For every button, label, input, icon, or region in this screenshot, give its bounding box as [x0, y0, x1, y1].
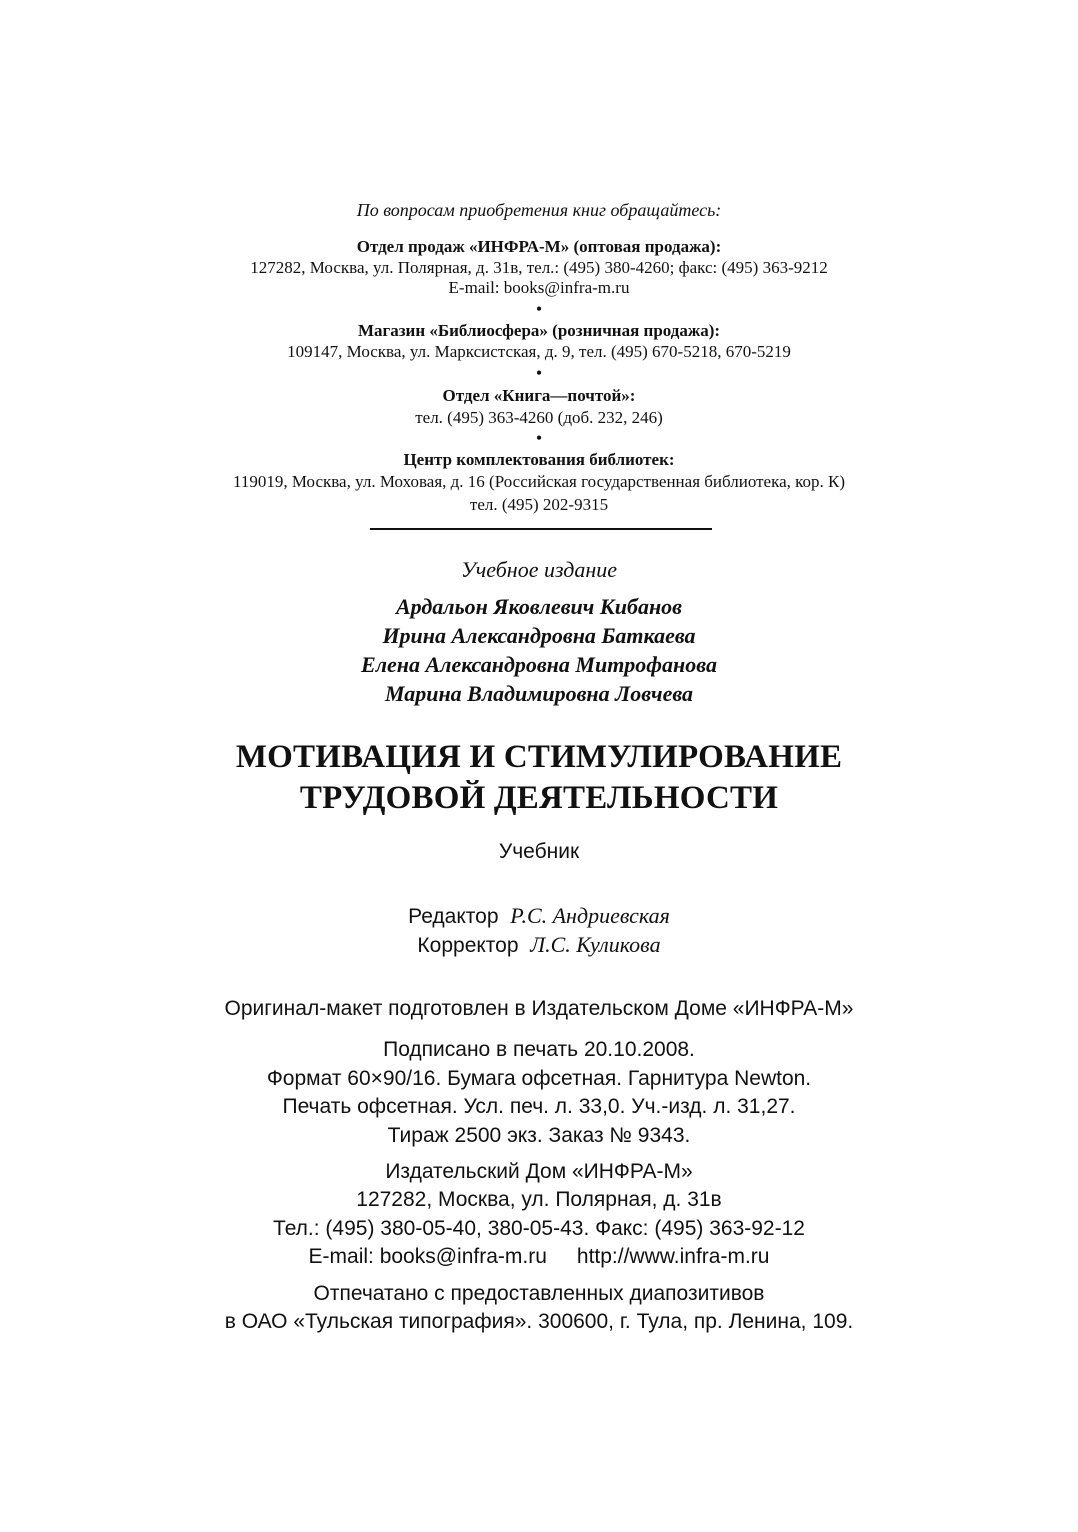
- sales-dept-email: E-mail: books@infra-m.ru: [448, 278, 630, 297]
- editor-label: Редактор: [408, 905, 499, 928]
- corrector-label: Корректор: [417, 934, 519, 957]
- editor-credit: [0, 905, 1078, 927]
- book-title-line-2: ТРУДОВОЙ ДЕЯТЕЛЬНОСТИ: [299, 780, 779, 816]
- separator-dot: •: [536, 301, 542, 318]
- author-name: Ардальон Яковлевич Кибанов: [396, 594, 682, 619]
- library-center-address: 119019, Москва, ул. Моховая, д. 16 (Российская государственная библиотека, кор. К): [232, 472, 846, 491]
- author-name: Ирина Александровна Баткаева: [382, 623, 696, 648]
- book-subtitle: Учебник: [498, 840, 580, 863]
- divider-rule: [370, 528, 712, 530]
- contacts-heading: По вопросам приобретения книг обращайтесь:: [356, 200, 722, 220]
- mail-order-name: Отдел «Книга—почтой»:: [442, 386, 636, 405]
- publisher-phones: Тел.: (495) 380-05-40, 380-05-43. Факс: (495) 363-92-12: [273, 1217, 805, 1240]
- edition-type: Учебное издание: [460, 557, 618, 582]
- printer-line: в ОАО «Тульская типография». 300600, г. Тула, пр. Ленина, 109.: [224, 1310, 854, 1333]
- library-center-phone: тел. (495) 202-9315: [469, 495, 609, 514]
- print-info-line: Подписано в печать 20.10.2008.: [383, 1038, 695, 1061]
- book-title-line-1: МОТИВАЦИЯ И СТИМУЛИРОВАНИЕ: [235, 739, 843, 775]
- corrector-name: Л.С. Куликова: [530, 932, 661, 957]
- publisher-name: Издательский Дом «ИНФРА-М»: [385, 1160, 693, 1183]
- library-center-name: Центр комплектования библиотек:: [403, 450, 675, 469]
- separator-dot: •: [536, 365, 542, 382]
- layout-note: Оригинал-макет подготовлен в Издательском Доме «ИНФРА-М»: [224, 997, 854, 1020]
- mail-order-phone: тел. (495) 363-4260 (доб. 232, 246): [415, 408, 663, 427]
- author-name: Марина Владимировна Ловчева: [384, 681, 694, 706]
- publisher-website: http://www.infra-m.ru: [576, 1245, 770, 1268]
- editor-name: Р.С. Андриевская: [510, 903, 670, 928]
- sales-dept-address: 127282, Москва, ул. Полярная, д. 31в, тел.: (495) 380-4260; факс: (495) 363-9212: [250, 258, 828, 277]
- sales-dept-name: Отдел продаж «ИНФРА-М» (оптовая продажа):: [356, 237, 722, 256]
- separator-dot: •: [536, 430, 542, 447]
- print-info-line: Печать офсетная. Усл. печ. л. 33,0. Уч.-изд. л. 31,27.: [282, 1095, 796, 1118]
- publisher-address: 127282, Москва, ул. Полярная, д. 31в: [356, 1188, 722, 1211]
- corrector-credit: [0, 934, 1078, 956]
- printer-line: Отпечатано с предоставленных диапозитивов: [313, 1282, 765, 1305]
- publisher-email: E-mail: books@infra-m.ru: [308, 1245, 547, 1268]
- shop-address: 109147, Москва, ул. Марксистская, д. 9, тел. (495) 670-5218, 670-5219: [287, 342, 791, 361]
- print-info-line: Тираж 2500 экз. Заказ № 9343.: [387, 1124, 691, 1147]
- shop-name: Магазин «Библиосфера» (розничная продажа):: [357, 321, 721, 340]
- publisher-contacts: [0, 1246, 1078, 1267]
- print-info-line: Формат 60×90/16. Бумага офсетная. Гарнитура Newton.: [266, 1067, 812, 1090]
- author-name: Елена Александровна Митрофанова: [361, 652, 717, 677]
